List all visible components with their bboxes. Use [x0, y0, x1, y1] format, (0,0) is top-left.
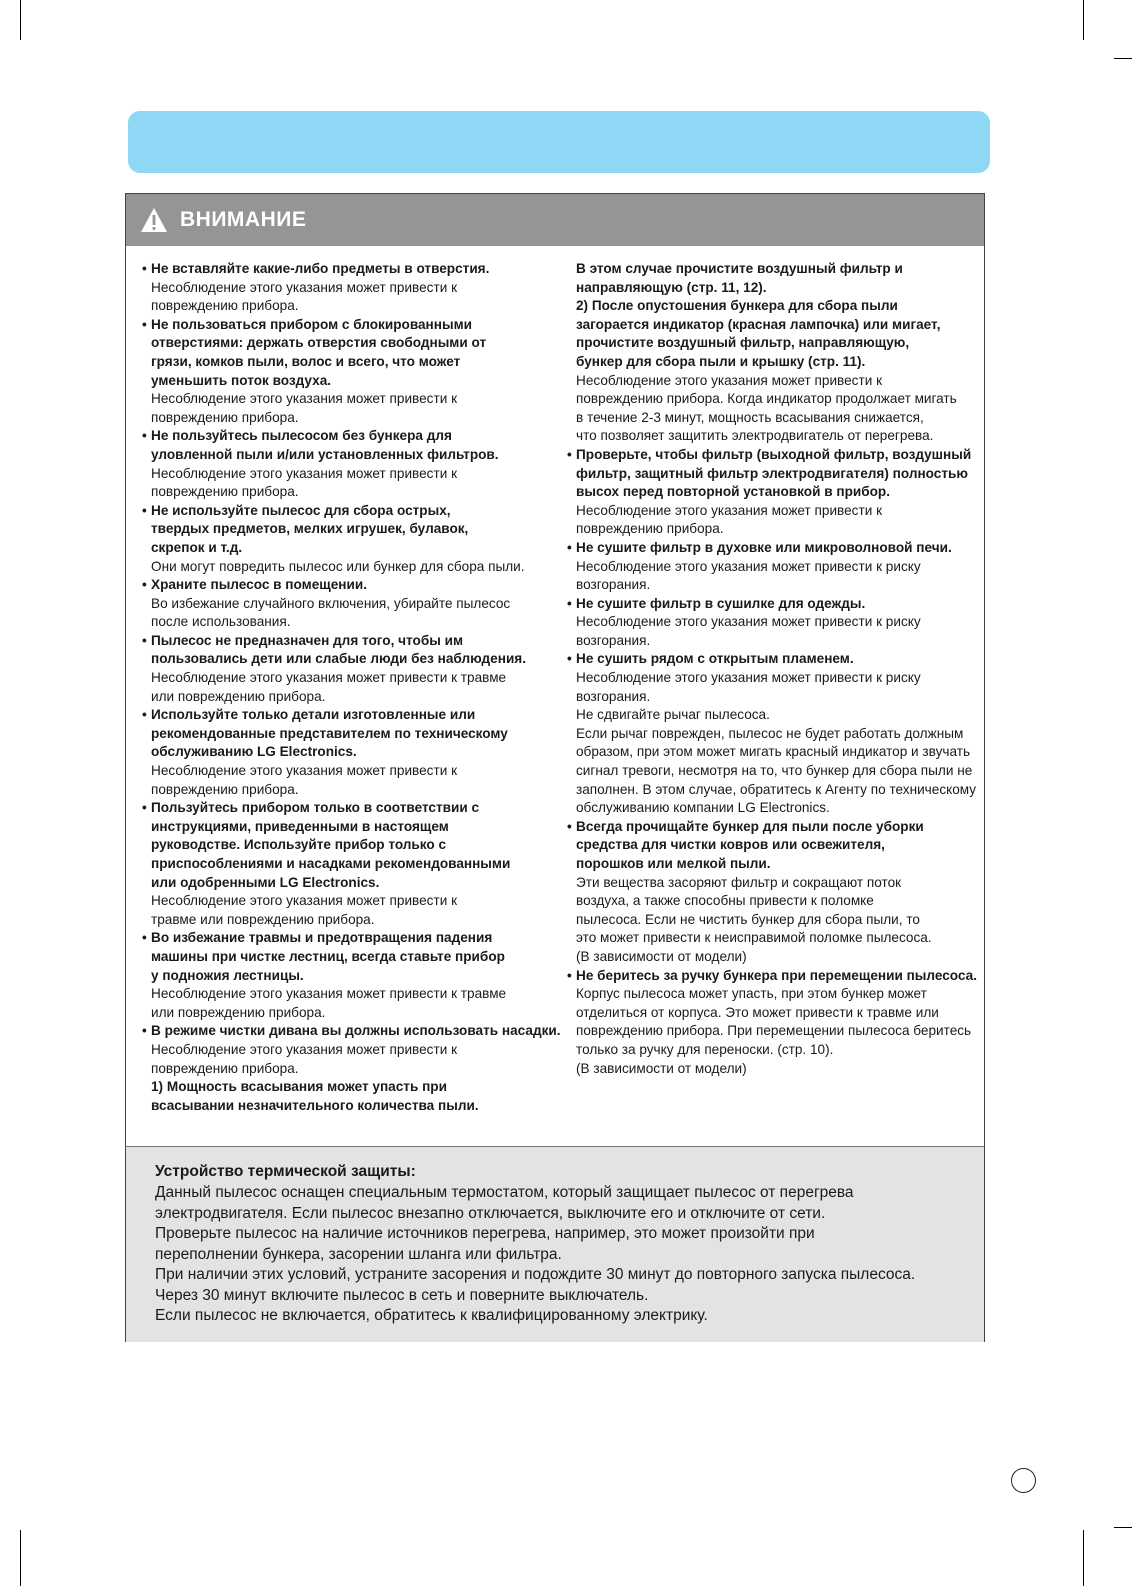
footer-line: Данный пылесос оснащен специальным термостатом, который защищает пылесос от перегрева — [155, 1184, 854, 1201]
item-text: Несоблюдение этого указания может привести к травме — [151, 670, 507, 686]
list-item — [142, 706, 566, 799]
item-text: (В зависимости от модели) — [576, 1060, 747, 1076]
item-text: пылесоса. Если не чистить бункер для сбора пыли, то — [576, 911, 920, 927]
item-text: заполнен. В этом случае, обратитесь к Агенту по техническому — [576, 781, 977, 797]
footer-line: переполнении бункера, засорении шланга или фильтра. — [155, 1245, 562, 1263]
item-text: Не сдвигайте рычаг пылесоса. — [576, 707, 770, 723]
panel-header — [126, 194, 984, 246]
list-item — [142, 929, 566, 1022]
item-heading: 1) Мощность всасывания может упасть при — [151, 1079, 447, 1095]
item-heading: инструкциями, приведенными в настоящем — [151, 818, 449, 834]
bullet: • — [142, 930, 147, 946]
list-item — [142, 316, 566, 428]
item-heading: Не сушите фильтр в сушилке для одежды. — [576, 595, 866, 611]
footer-line: Проверьте пылесос на наличие источников перегрева, например, это может произойти при — [155, 1225, 815, 1242]
footer-line: Через 30 минут включите пылесос в сеть и поверните выключатель. — [155, 1286, 649, 1304]
item-text: в течение 2-3 минут, мощность всасывания снижается, — [576, 409, 924, 425]
item-text: Несоблюдение этого указания может привести к — [151, 391, 458, 407]
item-heading: Во избежание травмы и предотвращения падения — [151, 930, 493, 946]
list-item — [142, 632, 566, 706]
footer-line: Если пылесос не включается, обратитесь к квалифицированному электрику. — [155, 1307, 708, 1324]
section-banner — [128, 111, 990, 173]
crop-mark — [20, 0, 21, 40]
list-item — [142, 799, 566, 929]
footer-title: Устройство термической защиты: — [155, 1163, 416, 1180]
item-text: Корпус пылесоса может упасть, при этом бункер может — [576, 986, 927, 1002]
item-heading: пользовались дети или слабые люди без наблюдения. — [151, 651, 527, 667]
item-heading: прочистите воздушный фильтр, направляющую, — [576, 335, 910, 351]
item-heading: грязи, комков пыли, волос и всего, что может — [151, 353, 461, 369]
item-text: травме или повреждению прибора. — [151, 911, 375, 927]
list-item — [142, 1022, 566, 1078]
item-heading: бункер для сбора пыли и крышку (стр. 11). — [576, 353, 866, 369]
item-heading: рекомендованные представителем по техническому — [151, 725, 508, 741]
page-number-circle — [1011, 1468, 1036, 1493]
item-text: повреждению прибора. — [151, 298, 299, 314]
crop-mark — [20, 1530, 21, 1586]
right-column — [567, 260, 977, 1078]
list-item — [567, 650, 977, 817]
footer-line: электродвигателя. Если пылесос внезапно отключается, выключите его и отключите от сети. — [155, 1204, 826, 1222]
list-item — [567, 818, 977, 967]
item-text: после использования. — [151, 614, 291, 630]
item-text: Несоблюдение этого указания может привести к риску возгорания. — [576, 670, 921, 704]
warning-triangle-icon — [140, 207, 168, 233]
item-heading: руководстве. Используйте прибор только с — [151, 837, 447, 853]
item-heading: порошков или мелкой пыли. — [576, 856, 771, 871]
footer-text — [155, 1183, 984, 1327]
item-heading: Не пользоваться прибором с блокированными — [151, 316, 472, 332]
panel-title: ВНИМАНИЕ — [180, 208, 307, 231]
item-text: Несоблюдение этого указания может привести к — [151, 465, 458, 481]
list-item — [567, 539, 977, 595]
item-text: Они могут повредить пылесос или бункер для сбора пыли. — [151, 558, 525, 574]
list-item — [142, 260, 566, 316]
item-text: повреждению прибора. Когда индикатор продолжает мигать — [576, 391, 957, 407]
item-heading: средства для чистки ковров или освежителя, — [576, 837, 885, 853]
item-heading: Не сушите фильтр в духовке или микроволновой печи. — [576, 539, 952, 555]
item-heading: Пользуйтесь прибором только в соответствии с — [151, 800, 480, 816]
item-continuation — [567, 260, 977, 446]
item-heading: В режиме чистки дивана вы должны использовать насадки. — [151, 1023, 561, 1039]
item-heading: 2) После опустошения бункера для сбора пыли — [576, 298, 898, 314]
crop-mark — [1083, 1530, 1084, 1586]
item-text: Эти вещества засоряют фильтр и сокращают поток — [576, 874, 902, 890]
item-text: Несоблюдение этого указания может привести к — [151, 763, 458, 779]
item-heading: высох перед повторной установкой в прибор. — [576, 484, 891, 500]
item-heading: Не используйте пылесос для сбора острых, — [151, 502, 451, 518]
crop-mark — [1083, 0, 1084, 40]
thermal-protection-box — [126, 1146, 984, 1342]
item-heading: Не беритесь за ручку бункера при перемещении пылесоса. — [576, 967, 977, 983]
bullet: • — [567, 446, 572, 462]
item-text: Несоблюдение этого указания может привести к — [151, 893, 458, 909]
bullet: • — [142, 316, 147, 332]
bullet: • — [142, 428, 147, 444]
item-text: повреждению прибора. — [151, 484, 299, 500]
item-text: повреждению прибора. При перемещении пылесоса беритесь — [576, 1023, 972, 1039]
bullet: • — [142, 1023, 147, 1039]
footer-line: При наличии этих условий, устраните засорения и подождите 30 минут до повторного запуска пылесоса. — [155, 1266, 916, 1283]
item-text: Несоблюдение этого указания может привести к — [576, 372, 883, 388]
item-heading: Используйте только детали изготовленные или — [151, 707, 476, 723]
item-heading: фильтр, защитный фильтр электродвигателя) полностью — [576, 465, 968, 481]
list-item — [142, 427, 566, 501]
item-heading: скрепок и т.д. — [151, 539, 243, 555]
item-heading: Храните пылесос в помещении. — [151, 577, 367, 593]
bullet: • — [567, 539, 572, 555]
item-heading: Не сушить рядом с открытым пламенем. — [576, 651, 854, 667]
crop-mark — [1114, 58, 1132, 59]
bullet: • — [142, 261, 147, 276]
item-text: или повреждению прибора. — [151, 1004, 326, 1020]
item-heading: уменьшить поток воздуха. — [151, 372, 332, 388]
item-text: отделиться от корпуса. Это может привести к травме или — [576, 1004, 939, 1020]
bullet: • — [142, 577, 147, 593]
caution-panel — [125, 193, 985, 1342]
bullet: • — [567, 818, 572, 834]
item-heading: Пылесос не предназначен для того, чтобы им — [151, 632, 464, 648]
item-text: что позволяет защитить электродвигатель от перегрева. — [576, 428, 934, 444]
list-item — [567, 967, 977, 1079]
item-text: Несоблюдение этого указания может привести к — [576, 502, 883, 518]
item-heading: обслуживанию LG Electronics. — [151, 744, 357, 760]
item-text: повреждению прибора. — [151, 409, 299, 425]
list-item — [567, 595, 977, 651]
bullet: • — [567, 595, 572, 611]
item-text: воздуха, а также способны привести к поломке — [576, 893, 874, 909]
item-text: Несоблюдение этого указания может привести к риску возгорания. — [576, 614, 921, 648]
left-column — [142, 260, 566, 1115]
item-heading: или одобренными LG Electronics. — [151, 874, 380, 890]
item-heading: всасывании незначительного количества пыли. — [151, 1097, 479, 1113]
bullet: • — [567, 967, 572, 983]
bullet: • — [142, 707, 147, 723]
item-text: сигнал тревоги, несмотря на то, что бункер для сбора пыли не — [576, 763, 973, 779]
item-text: Несоблюдение этого указания может привести к — [151, 1041, 458, 1057]
item-text: Несоблюдение этого указания может привести к травме — [151, 986, 507, 1002]
item-heading: отверстиями: держать отверстия свободными от — [151, 335, 487, 351]
item-text: повреждению прибора. — [576, 521, 724, 537]
item-text: Во избежание случайного включения, убирайте пылесос — [151, 595, 511, 611]
bullet: • — [142, 502, 147, 518]
item-text: Несоблюдение этого указания может привести к — [151, 279, 458, 295]
columns — [126, 246, 984, 1142]
item-heading: загорается индикатор (красная лампочка) или мигает, — [576, 316, 941, 332]
item-continuation — [142, 1078, 566, 1115]
item-heading: направляющую (стр. 11, 12). — [576, 279, 767, 295]
item-heading: твердых предметов, мелких игрушек, булавок, — [151, 521, 469, 537]
bullet: • — [142, 632, 147, 648]
item-heading: В этом случае прочистите воздушный фильтр и — [576, 261, 903, 276]
item-text: образом, при этом может мигать красный индикатор и звучать — [576, 744, 971, 760]
item-text: это может привести к неисправимой поломке пылесоса. — [576, 930, 932, 946]
list-item — [567, 446, 977, 539]
item-heading: Не пользуйтесь пылесосом без бункера для — [151, 428, 452, 444]
item-text: повреждению прибора. — [151, 1060, 299, 1076]
item-text: Несоблюдение этого указания может привести к риску возгорания. — [576, 558, 921, 593]
bullet: • — [142, 800, 147, 816]
item-heading: уловленной пыли и/или установленных фильтров. — [151, 446, 499, 462]
item-heading: Проверьте, чтобы фильтр (выходной фильтр, воздушный — [576, 446, 972, 462]
item-text: повреждению прибора. — [151, 781, 299, 797]
item-text: (В зависимости от модели) — [576, 948, 747, 964]
list-item — [142, 502, 566, 576]
item-heading: машины при чистке лестниц, всегда ставьте прибор — [151, 948, 505, 964]
item-text: только за ручку для переноски. (стр. 10). — [576, 1041, 834, 1057]
item-text: обслуживанию компании LG Electronics. — [576, 800, 830, 816]
item-heading: Не вставляйте какие-либо предметы в отверстия. — [151, 261, 490, 276]
item-text: или повреждению прибора. — [151, 688, 326, 704]
item-heading: Всегда прочищайте бункер для пыли после уборки — [576, 818, 924, 834]
item-text: Если рычаг поврежден, пылесос не будет работать должным — [576, 725, 964, 741]
crop-mark — [1114, 1527, 1132, 1528]
list-item — [142, 576, 566, 632]
item-heading: у подножия лестницы. — [151, 967, 304, 983]
bullet: • — [567, 651, 572, 667]
item-heading: приспособлениями и насадками рекомендованными — [151, 856, 511, 871]
